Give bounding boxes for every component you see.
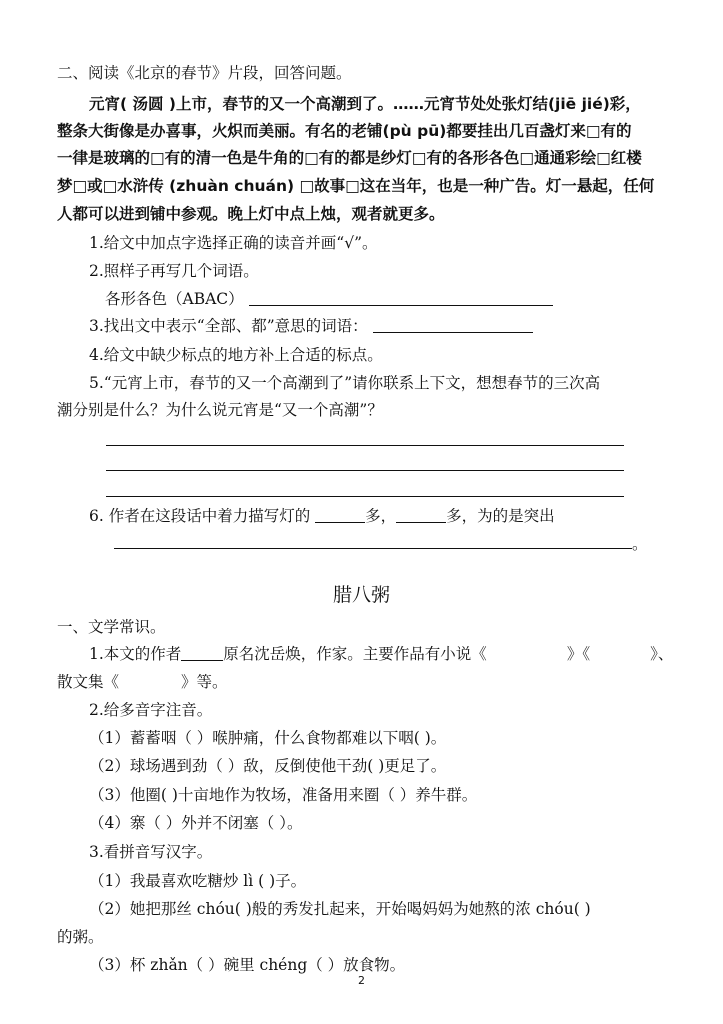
laba-title: 腊八粥: [332, 584, 390, 606]
passage-line-2: 整条大街像是办喜事，火炽而美丽。有名的老铺(pù pū)都要挂出几百盏灯来□有的: [57, 122, 632, 140]
laba-q1-line2-b: 》等。: [181, 673, 228, 691]
q6-blank-2[interactable]: [396, 507, 446, 523]
laba-q1-line2-a: 散文集《: [57, 673, 120, 691]
laba-q1-a: 1.本文的作者: [89, 645, 182, 663]
polyphone-4: （4）寨（ ）外并不闭塞（ ）。: [89, 814, 303, 832]
question-1: 1.给文中加点字选择正确的读音并画“√”。: [89, 234, 378, 252]
pinyin-1: （1）我最喜欢吃糖炒 lì ( )子。: [89, 872, 307, 890]
reading-heading: 二、阅读《北京的春节》片段，回答问题。: [57, 64, 352, 82]
author-blank[interactable]: [181, 645, 223, 661]
passage-line-3: 一律是玻璃的□有的清一色是牛角的□有的都是纱灯□有的各形各色□通通彩绘□红楼: [57, 149, 642, 167]
polyphone-1: （1）蓄蓄咽（ ）喉肿痛，什么食物都难以下咽( )。: [89, 729, 447, 747]
polyphone-3: （3）他圈( )十亩地作为牧场，准备用来圈（ ）养牛群。: [89, 786, 478, 804]
laba-q2: 2.给多音字注音。: [89, 701, 213, 719]
question-3: [89, 316, 533, 336]
question-2: 2.照样子再写几个词语。: [89, 262, 259, 280]
abac-example-label: 各形各色（ABAC）: [105, 290, 244, 308]
answer-line-2[interactable]: [106, 470, 624, 471]
laba-q1-b: 原名沈岳焕，作家。主要作品有小说《: [223, 645, 487, 663]
laba-q1-line-2: [57, 672, 228, 692]
pinyin-3: （3）杯 zhǎn（ ）碗里 chéng（ ）放食物。: [89, 956, 406, 974]
question-4: 4.给文中缺少标点的地方补上合适的标点。: [89, 346, 383, 364]
page-number: 2: [358, 974, 365, 987]
answer-line-1[interactable]: [106, 445, 624, 446]
laba-q1-c: 》《: [566, 645, 591, 663]
question-5-line-2: 潮分别是什么？为什么说元宵是“又一个高潮”？: [57, 401, 383, 419]
question-2-example: [105, 289, 553, 309]
q6-answer-line[interactable]: [114, 548, 632, 549]
q6-period: 。: [632, 535, 648, 553]
q6-blank-1[interactable]: [315, 507, 365, 523]
question-3-label: 3.找出文中表示“全部、都”意思的词语：: [89, 317, 368, 335]
answer-line-3[interactable]: [106, 496, 624, 497]
question-6-text-c: 多，为的是突出: [446, 507, 555, 525]
laba-section-heading: 一、文学常识。: [57, 618, 166, 636]
abac-answer-blank[interactable]: [249, 290, 553, 306]
passage-line-4: 梦□或□水浒传 (zhuàn chuán) □故事□这在当年，也是一种广告。灯一悬起，任何: [57, 177, 655, 195]
laba-q1-d: 》、: [650, 645, 674, 663]
laba-q3: 3.看拼音写汉字。: [89, 843, 213, 861]
question-5-line-1: 5.“元宵上市，春节的又一个高潮到了”请你联系上下文，想想春节的三次高: [89, 374, 601, 392]
laba-q1-line-1: [89, 644, 673, 664]
polyphone-2: （2）球场遇到劲（ ）敌，反倒使他干劲( )更足了。: [89, 757, 447, 775]
passage-line-5: 人都可以进到铺中参观。晚上灯中点上烛，观者就更多。: [57, 205, 445, 223]
pinyin-2-cont: 的粥。: [57, 928, 104, 946]
question-6-text-b: 多，: [365, 507, 397, 525]
question-6: [89, 506, 555, 526]
pinyin-2: （2）她把那丝 chóu( )般的秀发扎起来，开始喝妈妈为她熬的浓 chóu( ): [89, 900, 591, 918]
quanbu-answer-blank[interactable]: [373, 317, 533, 333]
question-6-text-a: 6. 作者在这段话中着力描写灯的: [89, 507, 316, 525]
passage-line-1: 元宵( 汤圆 )上市，春节的又一个高潮到了。……元宵节处处张灯结(jiē jié)彩，: [89, 95, 641, 113]
